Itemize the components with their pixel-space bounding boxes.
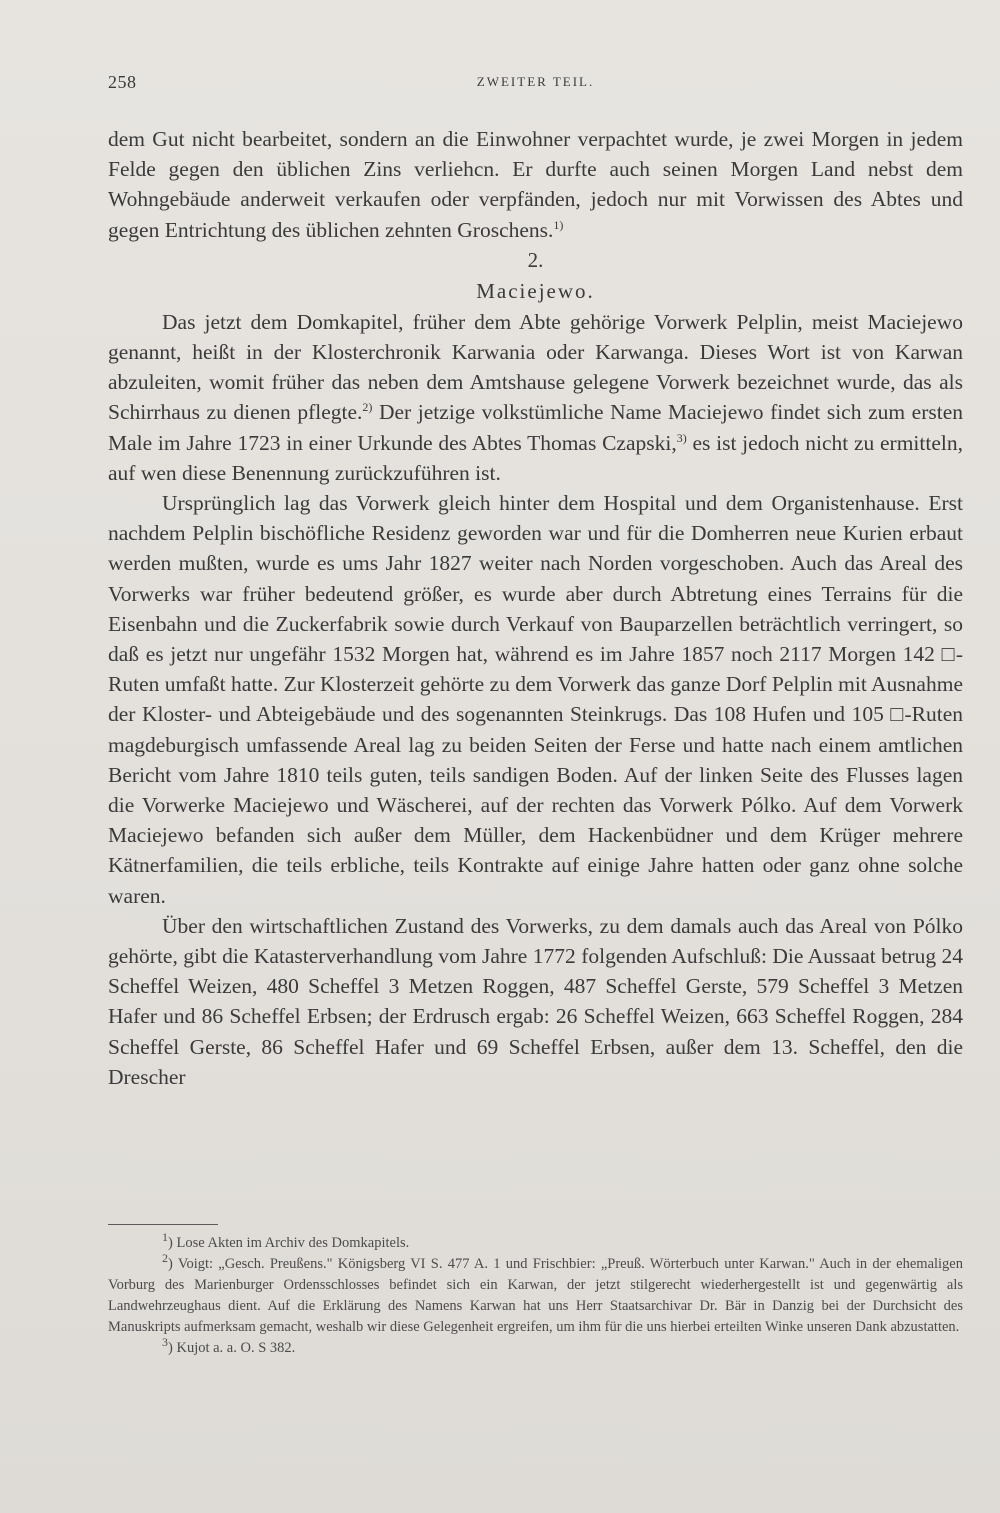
section-number: 2. <box>527 247 544 272</box>
footnote-text: Lose Akten im Archiv des Domkapitels. <box>172 1235 410 1251</box>
footnote-1: $^1$) Lose Akten im Archiv des Domkapitels. <box>162 1230 410 1251</box>
paragraph-continuation <box>108 124 963 245</box>
paragraph-text: Das jetzt dem Domkapitel, früher dem Abte gehörige Vorwerk Pelplin, meist Maciejewo genannt, heißt in der Klosterchronik Karwania oder Karwanga. Dieses Wort ist von Karwan abzuleiten, womit früher das neben dem Amtshause gelegene Vorwerk bezeichnet wurde, das als Schirrhaus zu dienen pflegte. <box>108 309 963 425</box>
section-title: Maciejewo. <box>476 278 595 303</box>
running-title: ZWEITER TEIL. <box>476 74 595 89</box>
paragraph-economic-state: Über den wirtschaftlichen Zustand des Vorwerks, zu dem damals auch das Areal von Pólko gehörte, gibt die Katasterverhandlung vom Jahre 1772 folgenden Aufschluß: Die Aussaat betrug 24 Scheffel Weizen, 480 Scheffel 3 Metzen Roggen, 487 Scheffel Gerste, 579 Scheffel 3 Metzen Hafer und 86 Scheffel Erbsen; der Erdrusch ergab: 26 Scheffel Weizen, 663 Scheffel Roggen, 284 Scheffel Gerste, 86 Scheffel Hafer und 69 Scheffel Erbsen, außer dem 13. Scheffel, den die Drescher <box>108 913 963 1089</box>
paragraph-maciejewo-name <box>108 307 963 488</box>
footnote-text: Voigt: „Gesch. Preußens." Königsberg VI S. 477 A. 1 und Frischbier: „Preuß. Wörterbuch unter Karwan." Auch in der ehemaligen Vorburg des Marienburger Ordensschlosses befindet sich ein Karwan, der jetzt stilgerecht wiederhergestellt ist und gegenwärtig als Landwehrzeughaus dient. Auf die Erklärung des Namens Karwan hat uns Herr Staatsarchivar Dr. Bär in Danzig bei der Durchsicht des Manuskripts aufmerksam gemacht, weshalb wir diese Gelegenheit ergreifen, um ihm für die uns hierbei erteilten Winke unseren Dank abzustatten. <box>108 1256 963 1335</box>
footnote-ref: 1) <box>553 217 564 232</box>
footnote-mark: 3 <box>162 1335 168 1350</box>
paragraph-text: es ist jedoch nicht zu ermitteln, auf wen diese Benennung zurückzuführen ist. <box>108 430 963 485</box>
paragraph-text: dem Gut nicht bearbeitet, sondern an die Einwohner verpachtet wurde, je zwei Morgen in jedem Felde gegen den üblichen Zins verliehcn. Er durfte auch seinen Morgen Land nebst dem Wohngebäude anderweit verkaufen oder verpfänden, jedoch nur mit Vorwissen des Abtes und gegen Entrichtung des üblichen zehnten Groschens. <box>108 127 963 242</box>
body-text <box>108 124 963 1092</box>
footnote-3: $^3$) Kujot a. a. O. S 382. <box>162 1335 296 1356</box>
paragraph-text: Der jetzige volkstümliche Name Maciejewo findet sich zum ersten Male im Jahre 1723 in einer Urkunde des Abtes Thomas Czapski, <box>108 400 964 455</box>
footnote-2: $^2$) Voigt: „Gesch. Preußens." Königsberg VI S. 477 A. 1 und Frischbier: „Preuß. Wörterbuch unter Karwan." Auch in der ehemaligen Vorburg des Marienburger Ordensschlosses befindet sich ein Karwan, der jetzt stilgerecht wiederhergestellt ist und gegenwärtig als Landwehrzeughaus dient. Auf die Erklärung des Namens Karwan hat uns Herr Staatsarchivar Dr. Bär in Danzig bei der Durchsicht des Manuskripts aufmerksam gemacht, weshalb wir diese Gelegenheit ergreifen, um ihm für die uns hierbei erteilten Winke unseren Dank abzustatten. <box>108 1251 963 1335</box>
paragraph-location-history: Ursprünglich lag das Vorwerk gleich hinter dem Hospital und dem Organistenhause. Erst nachdem Pelplin bischöfliche Residenz geworden war und für die Domherren neue Kurien erbaut werden mußten, wurde es ums Jahr 1827 weiter nach Norden vorgeschoben. Auch das Areal des Vorwerks war früher bedeutend größer, es wurde aber durch Abtretung eines Terrains für die Eisenbahn und die Zuckerfabrik sowie durch Verkauf von Bauparzellen beträchtlich verringert, so daß es jetzt nur ungefähr 1532 Morgen hat, während es im Jahre 1857 noch 2117 Morgen 142 □-Ruten umfaßt hatte. Zur Klosterzeit gehörte zu dem Vorwerk das ganze Dorf Pelplin mit Ausnahme der Kloster- und Abteigebäude und des sogenannten Steinkrugs. Das 108 Hufen und 105 □-Ruten magdeburgisch umfassende Areal lag zu beiden Seiten der Ferse und hatte nach einem amtlichen Bericht vom Jahre 1810 teils guten, teils sandigen Boden. Auf der linken Seite des Flusses lagen die Vorwerke Maciejewo und Wäscherei, auf der rechten das Vorwerk Pólko. Auf dem Vorwerk Maciejewo befanden sich außer dem Müller, dem Hackenbüdner und dem Krüger mehrere Kätnerfamilien, die teils erbliche, teils Kontrakte auf einige Jahre hatten oder ganz ohne solche waren. <box>108 491 963 908</box>
footnote-divider <box>108 1224 218 1225</box>
running-head <box>108 72 963 100</box>
footnote-mark: 1 <box>162 1230 168 1245</box>
page-number: 258 <box>108 72 137 92</box>
footnote-text: Kujot a. a. O. S 382. <box>172 1340 296 1356</box>
footnote-ref: 2) <box>362 400 373 415</box>
footnote-ref: 3) <box>676 430 687 445</box>
footnotes <box>108 1230 963 1359</box>
footnote-mark: 2 <box>162 1251 168 1266</box>
